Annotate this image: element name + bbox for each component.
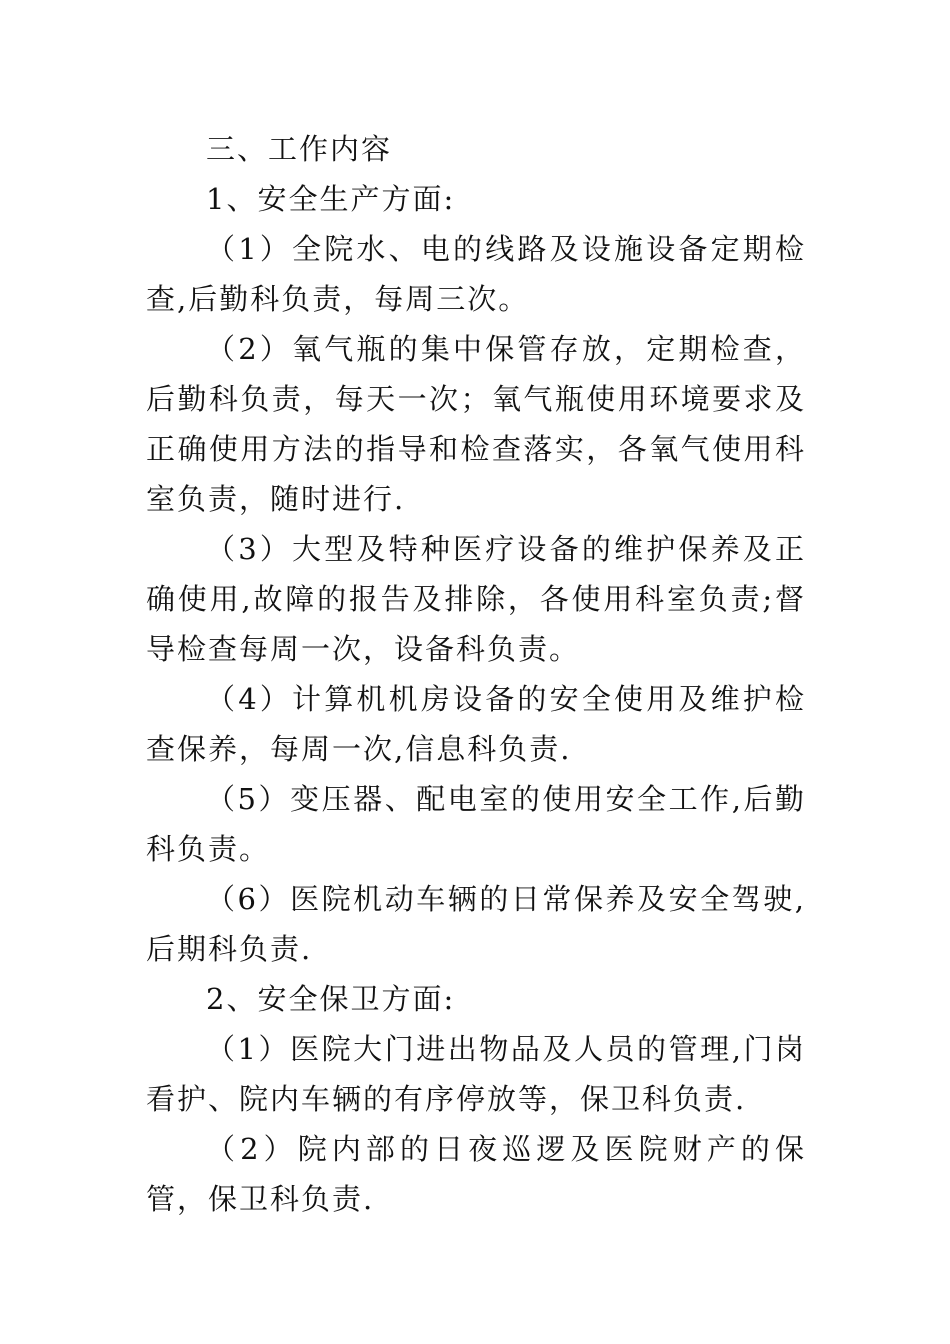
subsection-2-item-2: （2）院内部的日夜巡逻及医院财产的保管，保卫科负责. <box>146 1132 806 1216</box>
subsection-2-title: 2、安全保卫方面: <box>206 982 456 1016</box>
subsection-1-title: 1、安全生产方面: <box>206 182 456 216</box>
subsection-1-item-2: （2）氧气瓶的集中保管存放，定期检查，后勤科负责，每天一次；氧气瓶使用环境要求及正确使用方法的指导和检查落实，各氧气使用科室负责，随时进行. <box>146 332 806 516</box>
subsection-1-item-4: （4）计算机机房设备的安全使用及维护检查保养，每周一次,信息科负责. <box>146 682 806 766</box>
subsection-1-item-1: （1）全院水、电的线路及设施设备定期检查,后勤科负责，每周三次。 <box>146 232 806 316</box>
section-title: 三、工作内容 <box>206 132 393 166</box>
document-body <box>146 124 806 1224</box>
subsection-2-item-1: （1）医院大门进出物品及人员的管理,门岗看护、院内车辆的有序停放等，保卫科负责. <box>146 1032 806 1116</box>
subsection-1-item-3: （3）大型及特种医疗设备的维护保养及正确使用,故障的报告及排除，各使用科室负责;督导检查每周一次，设备科负责。 <box>146 532 806 666</box>
subsection-1-item-6: （6）医院机动车辆的日常保养及安全驾驶,后期科负责. <box>146 882 806 966</box>
subsection-1-item-5: （5）变压器、配电室的使用安全工作,后勤科负责。 <box>146 782 806 866</box>
